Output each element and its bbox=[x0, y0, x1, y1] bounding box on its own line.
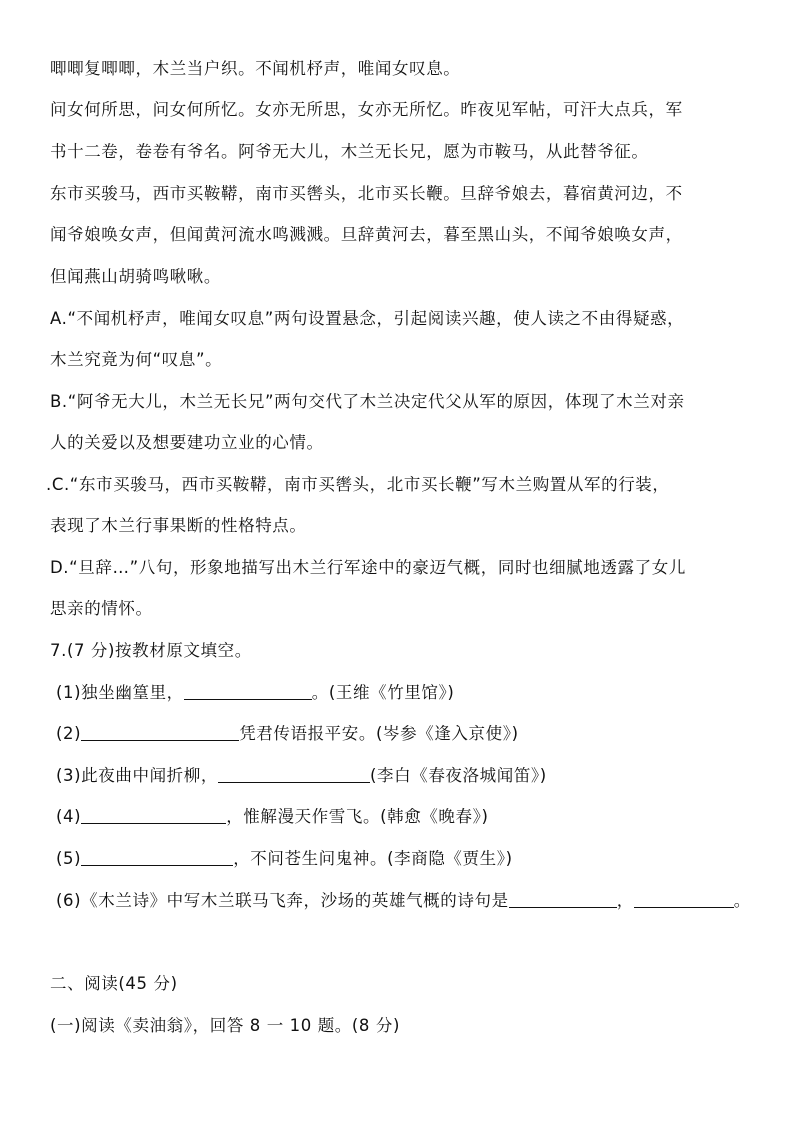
q7-item-2-source: 凭君传语报平安。(岑参《逢入京使》) bbox=[239, 724, 519, 743]
q7-item-5-blank[interactable] bbox=[81, 849, 233, 866]
q7-item-2-number: (2) bbox=[56, 724, 82, 743]
option-c-line-1: .C.“东市买骏马，西市买鞍鞯，南市买辔头，北市买长鞭”写木兰购置从军的行装， bbox=[46, 475, 670, 494]
q7-item-6 bbox=[56, 890, 751, 912]
q7-item-6-blank-1[interactable] bbox=[509, 891, 617, 908]
option-a-line-2: 木兰究竟为何“叹息”。 bbox=[50, 350, 223, 369]
q7-item-4-blank[interactable] bbox=[81, 807, 226, 824]
q7-item-2 bbox=[56, 723, 519, 745]
q7-item-2-blank[interactable] bbox=[81, 724, 239, 741]
q7-item-3-prompt: (3)此夜曲中闻折柳， bbox=[56, 766, 218, 785]
q7-item-3 bbox=[56, 765, 547, 787]
q7-item-3-blank[interactable] bbox=[218, 766, 370, 783]
q7-item-5 bbox=[56, 848, 513, 870]
q7-item-1-source: 。(王维《竹里馆》) bbox=[311, 683, 455, 702]
poem-line-3: 书十二卷，卷卷有爷名。阿爷无大儿，木兰无长兄，愿为市鞍马，从此替爷征。 bbox=[50, 142, 649, 161]
q7-item-4 bbox=[56, 806, 489, 828]
option-a-line-1: A.“不闻机杼声，唯闻女叹息”两句设置悬念，引起阅读兴趣，使人读之不由得疑惑， bbox=[50, 309, 685, 328]
q7-item-6-prompt: (6)《木兰诗》中写木兰联马飞奔，沙场的英雄气概的诗句是 bbox=[56, 891, 509, 910]
q7-item-1 bbox=[56, 682, 454, 704]
q7-item-6-comma: ， bbox=[616, 891, 634, 910]
q7-item-4-number: (4) bbox=[56, 807, 82, 826]
option-d-line-2: 思亲的情怀。 bbox=[50, 599, 153, 618]
option-b-line-1: B.“阿爷无大儿，木兰无长兄”两句交代了木兰决定代父从军的原因，体现了木兰对亲 bbox=[50, 392, 685, 411]
q7-item-6-end: 。 bbox=[733, 891, 751, 910]
poem-line-1: 唧唧复唧唧，木兰当户织。不闻机杼声，唯闻女叹息。 bbox=[50, 59, 461, 78]
poem-line-2: 问女何所思，问女何所忆。女亦无所思，女亦无所忆。昨夜见军帖，可汗大点兵，军 bbox=[50, 100, 683, 119]
section-2-subtitle: (一)阅读《卖油翁》，回答 8 一 10 题。(8 分) bbox=[50, 1016, 401, 1035]
option-b-line-2: 人的关爱以及想要建功立业的心情。 bbox=[50, 433, 324, 452]
q7-item-3-source: (李白《春夜洛城闻笛》) bbox=[369, 766, 547, 785]
q7-item-5-source: ，不问苍生问鬼神。(李商隐《贾生》) bbox=[233, 849, 513, 868]
section-2-title: 二、阅读(45 分) bbox=[50, 974, 178, 993]
poem-line-5: 闻爷娘唤女声，但闻黄河流水鸣溅溅。旦辞黄河去，暮至黑山头，不闻爷娘唤女声， bbox=[50, 225, 683, 244]
poem-line-4: 东市买骏马，西市买鞍鞯，南市买辔头，北市买长鞭。旦辞爷娘去，暮宿黄河边，不 bbox=[50, 184, 683, 203]
q7-item-1-prompt: (1)独坐幽篁里， bbox=[56, 683, 184, 702]
q7-item-4-source: ，惟解漫天作雪飞。(韩愈《晚春》) bbox=[226, 807, 489, 826]
q7-item-1-blank[interactable] bbox=[184, 683, 312, 700]
q7-item-5-number: (5) bbox=[56, 849, 82, 868]
option-c-line-2: 表现了木兰行事果断的性格特点。 bbox=[50, 516, 307, 535]
option-d-line-1: D.“旦辞…”八句，形象地描写出木兰行军途中的豪迈气概，同时也细腻地透露了女儿 bbox=[50, 558, 686, 577]
poem-line-6: 但闻燕山胡骑鸣啾啾。 bbox=[50, 267, 221, 286]
question-7-title: 7.(7 分)按教材原文填空。 bbox=[50, 641, 252, 660]
q7-item-6-blank-2[interactable] bbox=[634, 891, 734, 908]
